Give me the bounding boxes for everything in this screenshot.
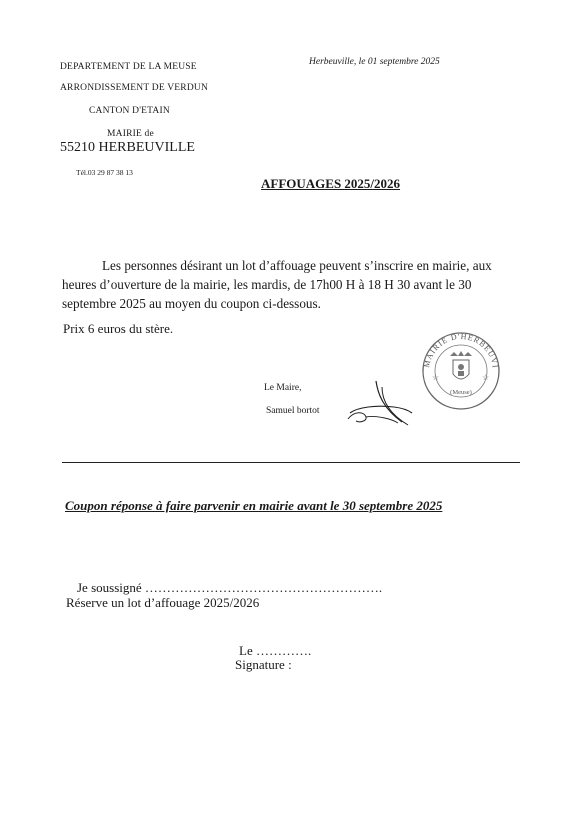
document-title: AFFOUAGES 2025/2026 [261, 176, 401, 191]
price-line: Prix 6 euros du stère. [63, 321, 174, 336]
svg-text:MAIRIE D'HERBEUVILLE [420, 330, 500, 369]
town-label: 55210 HERBEUVILLE [60, 140, 195, 155]
mayor-name: Samuel bortot [266, 406, 320, 416]
department-label: DEPARTEMENT DE LA MEUSE [60, 62, 197, 72]
canton-label: CANTON D'ETAIN [89, 106, 170, 116]
separator-line [62, 462, 520, 463]
official-stamp [420, 330, 502, 412]
stamp-bottom-text: (Meuse) [450, 389, 472, 396]
mairie-label: MAIRIE de [107, 129, 154, 139]
mayor-role: Le Maire, [264, 383, 302, 393]
stamp-star-right-icon: ☆ [482, 373, 490, 382]
arrondissement-label: ARRONDISSEMENT DE VERDUN [60, 83, 209, 93]
coupon-heading: Coupon réponse à faire parvenir en mairie avant le 30 septembre 2025 [65, 498, 443, 513]
coupon-name-line: Je soussigné ………………………………………………. [77, 580, 383, 595]
handwritten-signature [336, 377, 418, 429]
coupon-signature-line: Signature : [235, 657, 292, 672]
body-paragraph: Les personnes désirant un lot d’affouage peuvent s’inscrire en mairie, aux heures d’ouverture de la mairie, les mardis, de 17h00 H à 18 H 30 avant le 30 septembre 2025 au moyen du coupon ci-dessous. [62, 258, 492, 311]
phone-label: Tél.03 29 87 38 13 [76, 168, 133, 177]
stamp-star-left-icon: ☆ [432, 373, 440, 382]
coupon-reserve-line: Réserve un lot d’affouage 2025/2026 [66, 595, 260, 610]
coat-of-arms-icon [450, 351, 472, 379]
stamp-ring-text: MAIRIE D'HERBEUVI [422, 331, 500, 370]
date-line: Herbeuville, le 01 septembre 2025 [309, 57, 440, 67]
coupon-date-line: Le …………. [239, 643, 312, 658]
